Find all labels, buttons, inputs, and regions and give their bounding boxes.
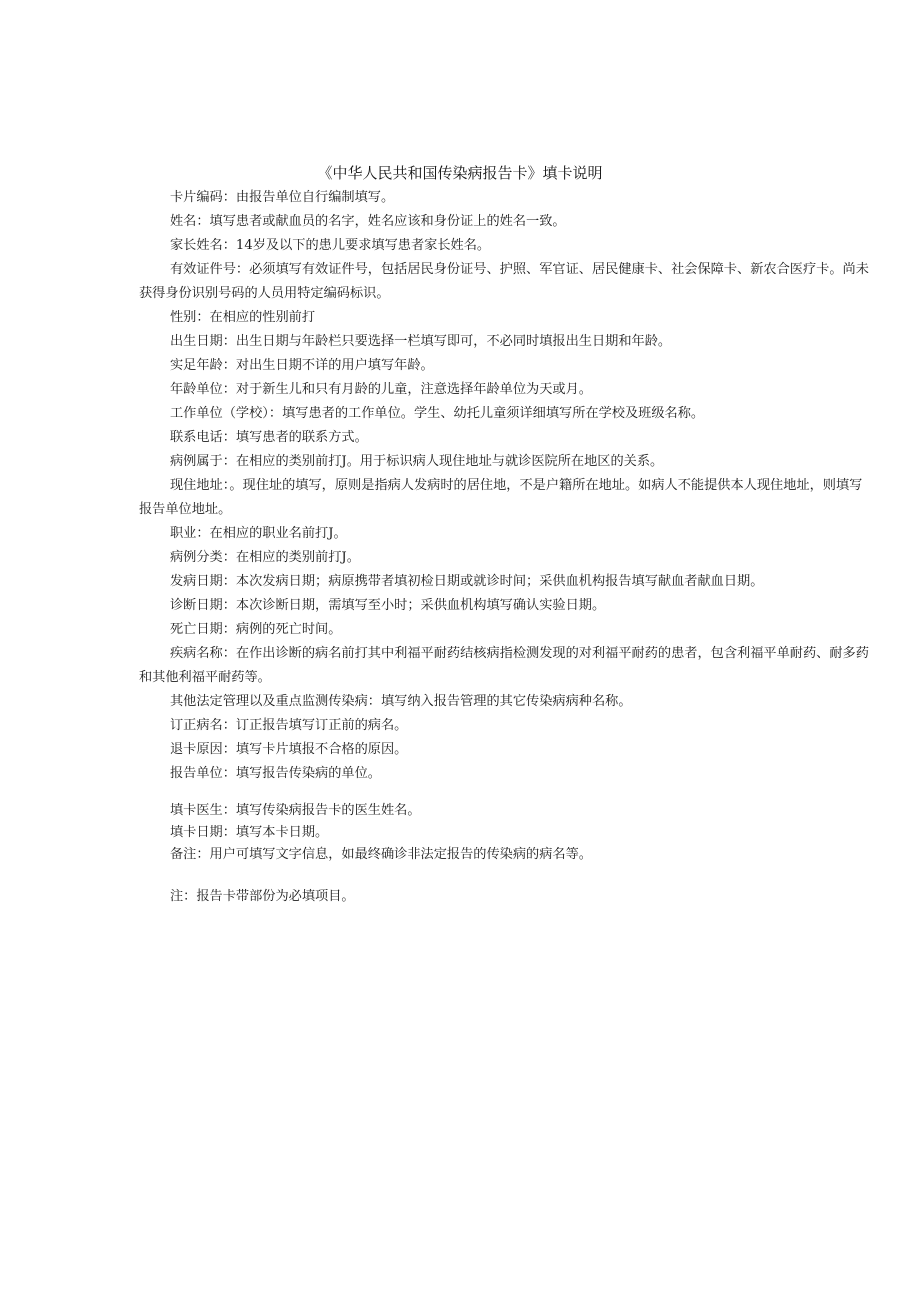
para-doctor: 填卡医生：填写传染病报告卡的医生姓名。 bbox=[170, 803, 421, 818]
note-text: 注：报告卡带部份为必填项目。 bbox=[170, 889, 355, 904]
para-birth-date: 出生日期：出生日期与年龄栏只要选择一栏填写即可，不必同时填报出生日期和年龄。 bbox=[170, 334, 672, 349]
para-onset-date: 发病日期：本次发病日期；病原携带者填初检日期或就诊时间；采供血机构报告填写献血者献血日期。 bbox=[170, 574, 764, 589]
para-card-code: 卡片编码：由报告单位自行编制填写。 bbox=[170, 190, 395, 205]
document-title: 《中华人民共和国传染病报告卡》填卡说明 bbox=[317, 164, 603, 182]
para-case-category: 病例分类：在相应的类别前打J。 bbox=[170, 550, 360, 565]
para-occupation: 职业：在相应的职业名前打J。 bbox=[170, 526, 347, 541]
note-block bbox=[139, 885, 869, 909]
para-other-diseases: 其他法定管理以及重点监测传染病：填写纳入报告管理的其它传染病病种名称。 bbox=[170, 694, 632, 709]
para-return-reason: 退卡原因：填写卡片填报不合格的原因。 bbox=[170, 742, 408, 757]
para-id-number: 有效证件号：必须填写有效证件号，包括居民身份证号、护照、军官证、居民健康卡、社会保障卡、新农合医疗卡。尚未获得身份识别号码的人员用特定编码标识。 bbox=[139, 262, 869, 301]
para-work-unit: 工作单位（学校）：填写患者的工作单位。学生、幼托儿童须详细填写所在学校及班级名称。 bbox=[170, 406, 705, 421]
para-diagnosis-date: 诊断日期：本次诊断日期，需填写至小时；采供血机构填写确认实验日期。 bbox=[170, 598, 606, 613]
para-age: 实足年龄：对出生日期不详的用户填写年龄。 bbox=[170, 358, 434, 373]
para-parent-name: 家长姓名：14岁及以下的患儿要求填写患者家长姓名。 bbox=[170, 238, 491, 253]
para-age-unit: 年龄单位：对于新生儿和只有月龄的儿童，注意选择年龄单位为天或月。 bbox=[170, 382, 592, 397]
para-name: 姓名：填写患者或献血员的名字，姓名应该和身份证上的姓名一致。 bbox=[170, 214, 566, 229]
para-gender: 性别：在相应的性别前打 bbox=[170, 310, 316, 325]
para-disease-name: 疾病名称：在作出诊断的病名前打其中利福平耐药结核病指检测发现的对利福平耐药的患者，包含利福平单耐药、耐多药和其他利福平耐药等。 bbox=[139, 646, 869, 685]
para-death-date: 死亡日期：病例的死亡时间。 bbox=[170, 622, 342, 637]
para-reporting-unit: 报告单位：填写报告传染病的单位。 bbox=[170, 766, 381, 781]
para-remarks: 备注：用户可填写文字信息，如最终确诊非法定报告的传染病的病名等。 bbox=[170, 847, 592, 862]
instructions-block-signoff bbox=[139, 800, 869, 866]
para-corrected-name: 订正病名：订正报告填写订正前的病名。 bbox=[170, 718, 408, 733]
para-phone: 联系电话：填写患者的联系方式。 bbox=[170, 430, 368, 445]
instructions-block-main bbox=[139, 186, 869, 786]
para-fill-date: 填卡日期：填写本卡日期。 bbox=[170, 825, 329, 840]
para-case-belongs: 病例属于：在相应的类别前打J。用于标识病人现住地址与就诊医院所在地区的关系。 bbox=[170, 454, 664, 469]
para-current-address: 现住地址：。现住址的填写，原则是指病人发病时的居住地，不是户籍所在地址。如病人不能提供本人现住地址，则填写报告单位地址。 bbox=[139, 478, 863, 517]
